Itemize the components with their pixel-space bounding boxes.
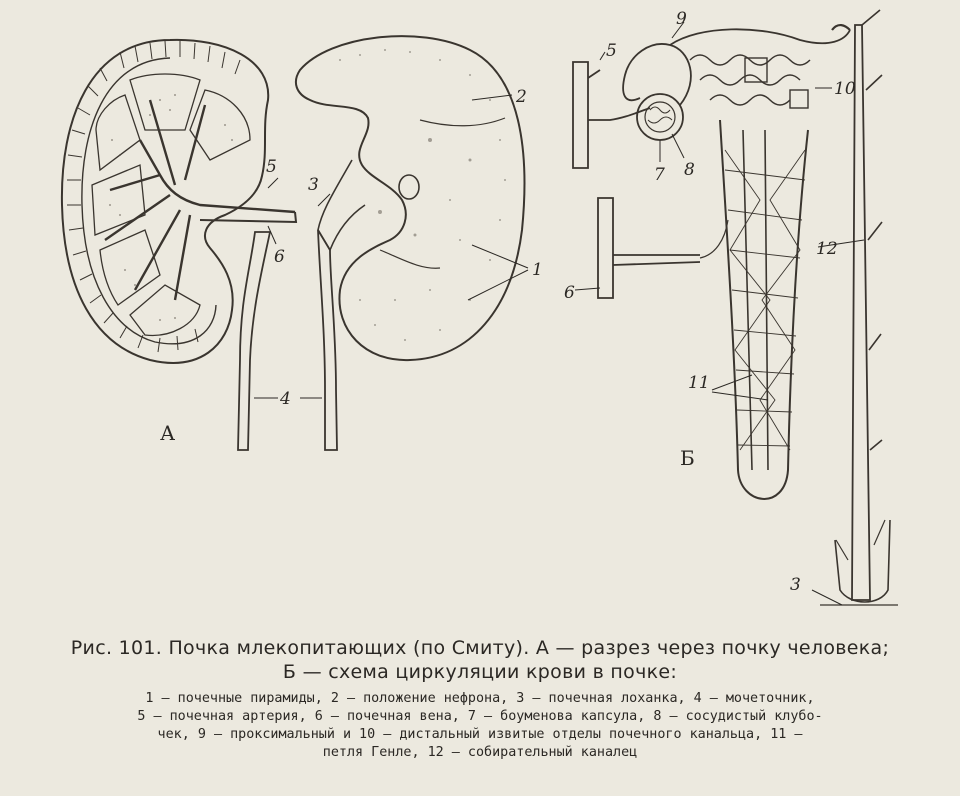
kidney-vessel-section-stipple bbox=[109, 94, 233, 321]
figure-caption bbox=[0, 636, 960, 762]
legend-line: чек, 9 — проксимальный и 10 — дистальный извитые отделы почечного канальца, 11 — bbox=[157, 727, 803, 742]
label-7: 7 bbox=[654, 165, 665, 185]
leader-lines bbox=[254, 22, 864, 605]
label-3-left: 3 bbox=[308, 175, 319, 195]
caption-legend bbox=[0, 690, 960, 762]
label-11: 11 bbox=[688, 373, 710, 393]
label-1: 1 bbox=[532, 260, 543, 280]
label-2: 2 bbox=[516, 87, 527, 107]
label-6-right: 6 bbox=[564, 283, 575, 303]
legend-line: 5 — почечная артерия, 6 — почечная вена, 7 — боуменова капсула, 8 — сосудистый клубо- bbox=[137, 709, 823, 724]
label-8: 8 bbox=[684, 160, 695, 180]
caption-subtitle: Б — схема циркуляции крови в почке: bbox=[282, 661, 678, 683]
legend-line: 1 — почечные пирамиды, 2 — положение нефрона, 3 — почечная лоханка, 4 — мочеточник, bbox=[145, 691, 815, 706]
label-6-left: 6 bbox=[274, 247, 285, 267]
label-5-right: 5 bbox=[606, 41, 617, 61]
label-4: 4 bbox=[280, 389, 291, 409]
legend-line: петля Генле, 12 — собирательный каналец bbox=[322, 745, 638, 760]
part-label-b: Б bbox=[680, 446, 695, 470]
label-5-left: 5 bbox=[266, 157, 277, 177]
label-3-right: 3 bbox=[790, 575, 801, 595]
figure-labels bbox=[160, 9, 856, 595]
caption-title: Рис. 101. Почка млекопитающих (по Смиту). А — разрез через почку человека; bbox=[70, 637, 890, 659]
kidney-hemisection-stipple bbox=[339, 49, 506, 341]
label-10: 10 bbox=[834, 79, 856, 99]
kidney-vessel-section bbox=[62, 40, 296, 450]
nephron-circulation-scheme bbox=[573, 10, 898, 605]
label-12: 12 bbox=[816, 239, 838, 259]
label-9: 9 bbox=[676, 9, 687, 29]
part-label-a: А bbox=[160, 421, 176, 445]
